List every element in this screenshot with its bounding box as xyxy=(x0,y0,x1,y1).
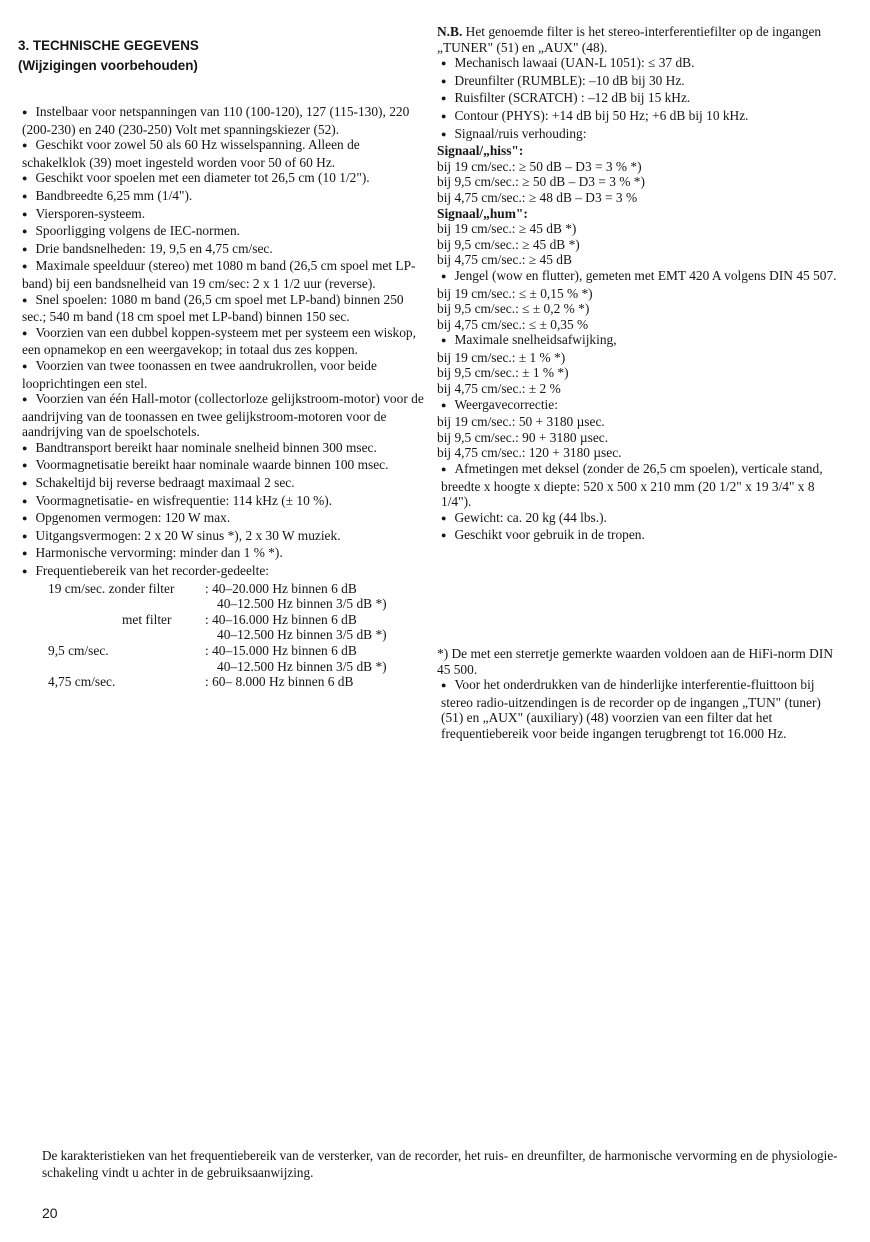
frequency-row-label: met filter xyxy=(122,611,172,627)
left-column xyxy=(18,36,426,690)
frequency-row xyxy=(18,612,426,628)
spec-item: ● Voorzien van een dubbel koppen-systeem met per systeem een wiskop, een opnamekop en een weergavekop; in totaal dus zes koppen. xyxy=(18,325,426,358)
frequency-row-value: : 60– 8.000 Hz binnen 6 dB xyxy=(205,674,354,690)
hiss-rows xyxy=(437,159,837,206)
measurement-row: bij 4,75 cm/sec.: ± 2 % xyxy=(437,381,561,397)
measurement-row: bij 19 cm/sec.: ≥ 50 dB – D3 = 3 % *) xyxy=(437,158,642,174)
spec-item: ● Opgenomen vermogen: 120 W max. xyxy=(18,510,426,528)
spec-item: ● Geschikt voor gebruik in de tropen. xyxy=(437,527,837,545)
eq-item: ● Weergavecorrectie: xyxy=(437,397,837,415)
spec-item: ● Geschikt voor spoelen met een diameter tot 26,5 cm (10 1/2"). xyxy=(18,170,426,188)
spec-item: ● Spoorligging volgens de IEC-normen. xyxy=(18,223,426,241)
spec-item: ● Frequentiebereik van het recorder-gedeelte: xyxy=(18,563,426,581)
frequency-row-label xyxy=(18,659,205,675)
measurement-row: bij 4,75 cm/sec.: ≥ 48 dB – D3 = 3 % xyxy=(437,189,638,205)
spec-item: ● Viersporen-systeem. xyxy=(18,206,426,224)
spec-item: ● Afmetingen met deksel (zonder de 26,5 cm spoelen), verticale stand, breedte x hoogte x diepte: 520 x 500 x 210 mm (20 1/2" x 19 3/4" x 8 1/4"). xyxy=(437,461,837,510)
spec-list-left xyxy=(18,104,426,581)
frequency-row xyxy=(18,659,426,675)
frequency-row-label: 4,75 cm/sec. xyxy=(48,674,116,690)
frequency-row-value: : 40–15.000 Hz binnen 6 dB xyxy=(205,643,357,658)
spec-item: ● Gewicht: ca. 20 kg (44 lbs.). xyxy=(437,510,837,528)
spec-item: ● Snel spoelen: 1080 m band (26,5 cm spoel met LP-band) binnen 250 sec.; 540 m band (18 cm spoel met LP-band) binnen 150 sec. xyxy=(18,292,426,325)
speed-item: ● Maximale snelheidsafwijking, xyxy=(437,332,837,350)
spec-item: ● Voormagnetisatie- en wisfrequentie: 114 kHz (± 10 %). xyxy=(18,493,426,511)
measurement-row: bij 4,75 cm/sec.: 120 + 3180 µsec. xyxy=(437,445,622,461)
nb-text: Het genoemde filter is het stereo-interferentiefilter op de ingangen „TUNER" (51) en „AUX" (48). xyxy=(437,24,822,55)
spec-item: ● Signaal/ruis verhouding: xyxy=(437,126,837,144)
section-subtitle: (Wijzigingen voorbehouden) xyxy=(18,58,198,73)
measurement-row: bij 9,5 cm/sec.: 90 + 3180 µsec. xyxy=(437,429,609,445)
frequency-range-table xyxy=(18,581,426,690)
measurement-row: bij 9,5 cm/sec.: ± 1 % *) xyxy=(437,365,569,381)
measurement-row: bij 19 cm/sec.: 50 + 3180 µsec. xyxy=(437,414,605,430)
frequency-row-label xyxy=(18,627,205,643)
spec-item: ● Voorzien van één Hall-motor (collectorloze gelijkstroom-motor) voor de aandrijving van de toonassen en twee gelijkstroom-motoren voor de aandrijving van de spoelschotels. xyxy=(18,391,426,440)
nb-note xyxy=(437,24,837,55)
spec-item: ● Contour (PHYS): +14 dB bij 50 Hz; +6 dB bij 10 kHz. xyxy=(437,108,837,126)
page-number: 20 xyxy=(42,1205,58,1221)
hum-title: Signaal/„hum": xyxy=(437,205,528,221)
measurement-row: bij 9,5 cm/sec.: ≥ 50 dB – D3 = 3 % *) xyxy=(437,174,645,190)
measurement-row: bij 19 cm/sec.: ± 1 % *) xyxy=(437,349,566,365)
frequency-row-label: 9,5 cm/sec. xyxy=(48,643,109,658)
frequency-row-value: 40–12.500 Hz binnen 3/5 dB *) xyxy=(217,596,387,612)
spec-item: ● Maximale speelduur (stereo) met 1080 m band (26,5 cm spoel met LP-band) bij een bandsnelheid van 19 cm/sec: 2 x 1 1/2 uur (reverse). xyxy=(18,258,426,291)
spec-item: ● Dreunfilter (RUMBLE): –10 dB bij 30 Hz. xyxy=(437,73,837,91)
spec-item: ● Bandtransport bereikt haar nominale snelheid binnen 300 msec. xyxy=(18,440,426,458)
nb-label: N.B. xyxy=(437,24,463,39)
frequency-row-label: 19 cm/sec. zonder filter xyxy=(48,580,175,596)
measurement-row: bij 4,75 cm/sec.: ≤ ± 0,35 % xyxy=(437,316,589,332)
spec-item: ● Schakeltijd bij reverse bedraagt maximaal 2 sec. xyxy=(18,475,426,493)
measurement-row: bij 19 cm/sec.: ≤ ± 0,15 % *) xyxy=(437,285,593,301)
frequency-row-value: 40–12.500 Hz binnen 3/5 dB *) xyxy=(217,627,387,643)
playback-correction-rows xyxy=(437,414,837,461)
frequency-row xyxy=(18,643,426,659)
frequency-row xyxy=(18,596,426,612)
frequency-row-value: 40–12.500 Hz binnen 3/5 dB *) xyxy=(217,658,387,674)
speed-deviation-rows xyxy=(437,350,837,397)
spec-item: ● Ruisfilter (SCRATCH) : –12 dB bij 15 kHz. xyxy=(437,90,837,108)
spec-item: ● Voorzien van twee toonassen en twee aandrukrollen, voor beide looprichtingen een stel. xyxy=(18,358,426,391)
measurement-row: bij 19 cm/sec.: ≥ 45 dB *) xyxy=(437,221,577,237)
spec-item: ● Voormagnetisatie bereikt haar nominale waarde binnen 100 msec. xyxy=(18,457,426,475)
spec-item: ● Bandbreedte 6,25 mm (1/4"). xyxy=(18,188,426,206)
hum-rows xyxy=(437,221,837,268)
spec-item: ● Drie bandsnelheden: 19, 9,5 en 4,75 cm/sec. xyxy=(18,241,426,259)
frequency-row xyxy=(18,627,426,643)
spec-item: ● Harmonische vervorming: minder dan 1 % *). xyxy=(18,545,426,563)
section-title: 3. TECHNISCHE GEGEVENS xyxy=(18,38,199,53)
spec-item: ● Instelbaar voor netspanningen van 110 (100-120), 127 (115-130), 220 (200-230) en 240 (230-250) Volt met spanningskiezer (52). xyxy=(18,104,426,137)
spec-list-right-b xyxy=(437,461,837,545)
frequency-row-value: : 40–16.000 Hz binnen 6 dB xyxy=(205,611,357,627)
right-column xyxy=(437,24,837,742)
measurement-row: bij 9,5 cm/sec.: ≥ 45 dB *) xyxy=(437,236,580,252)
interference-note: ● Voor het onderdrukken van de hinderlijke interferentie-fluittoon bij stereo radio-uitzendingen is de recorder op de ingangen „TUN" (tuner) (51) en „AUX" (auxiliary) (48) voorzien van een filter dat het frequentiebereik voor beide ingangen terugbrengt tot 16.000 Hz. xyxy=(437,677,837,741)
spec-item: ● Geschikt voor zowel 50 als 60 Hz wisselspanning. Alleen de schakelklok (39) moet ingesteld worden voor 50 of 60 Hz. xyxy=(18,137,426,170)
frequency-row-label xyxy=(18,596,205,612)
footnote-hifi: *) De met een sterretje gemerkte waarden voldoen aan de HiFi-norm DIN 45 500. xyxy=(437,646,833,677)
measurement-row: bij 9,5 cm/sec.: ≤ ± 0,2 % *) xyxy=(437,301,590,317)
wow-rows xyxy=(437,286,837,333)
measurement-row: bij 4,75 cm/sec.: ≥ 45 dB xyxy=(437,252,572,268)
spec-list-right-a xyxy=(437,55,837,143)
spec-item: ● Mechanisch lawaai (UAN-L 1051): ≤ 37 dB. xyxy=(437,55,837,73)
frequency-row-value: : 40–20.000 Hz binnen 6 dB xyxy=(205,580,357,596)
frequency-row xyxy=(18,674,426,690)
hiss-title: Signaal/„hiss": xyxy=(437,143,524,159)
wow-item: ● Jengel (wow en flutter), gemeten met EMT 420 A volgens DIN 45 507. xyxy=(437,268,837,286)
spec-item: ● Uitgangsvermogen: 2 x 20 W sinus *), 2 x 30 W muziek. xyxy=(18,528,426,546)
footer-text: De karakteristieken van het frequentiebereik van de versterker, van de recorder, het ruis- en dreunfilter, de harmonische vervorming en de physiologie-schakeling vindt u achter in de gebruiksaanwijzing. xyxy=(42,1148,838,1180)
frequency-row xyxy=(18,581,426,597)
